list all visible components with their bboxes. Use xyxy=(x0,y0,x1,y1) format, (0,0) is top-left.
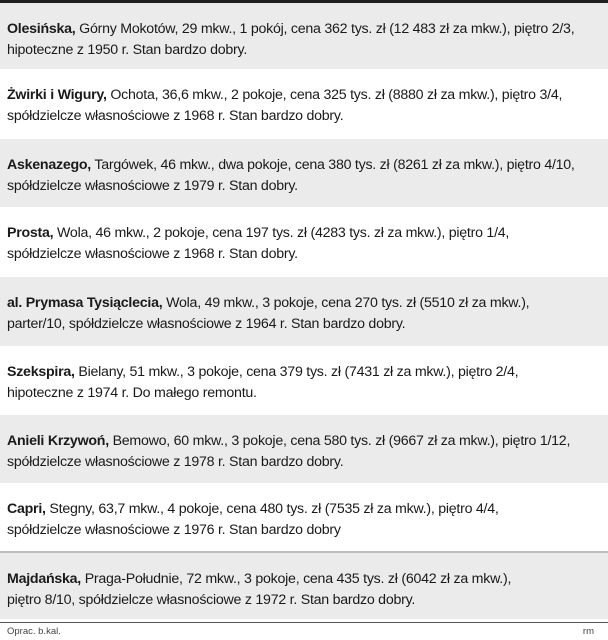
listing-line-1 xyxy=(7,569,608,590)
listing-line-2: spółdzielcze własnościowe z 1968 r. Stan bardzo dobry. xyxy=(7,108,344,124)
street-name: Capri, xyxy=(7,501,46,517)
street-name: Szekspira, xyxy=(7,364,75,380)
listing-line-2: spółdzielcze własnościowe z 1976 r. Stan bardzo dobry xyxy=(7,522,341,538)
listing-line-2: spółdzielcze własnościowe z 1979 r. Stan dobry. xyxy=(7,178,298,194)
listing-details: Wola, 49 mkw., 3 pokoje, cena 270 tys. zł (5510 zł za mkw.), xyxy=(162,295,530,311)
listing-line-1 xyxy=(7,19,608,40)
listing-details: Praga-Południe, 72 mkw., 3 pokoje, cena 435 tys. zł (6042 zł za mkw.), xyxy=(81,571,512,587)
street-name: Prosta, xyxy=(7,225,54,241)
street-name: Żwirki i Wigury, xyxy=(7,87,107,103)
street-name: Askenazego, xyxy=(7,157,91,173)
listing-line-2: spółdzielcze własnościowe z 1968 r. Stan dobry. xyxy=(7,246,298,262)
listing-details: Bielany, 51 mkw., 3 pokoje, cena 379 tys. zł (7431 zł za mkw.), piętro 2/4, xyxy=(74,364,519,380)
list-item xyxy=(0,415,608,483)
listing-details: Stegny, 63,7 mkw., 4 pokoje, cena 480 tys. zł (7535 zł za mkw.), piętro 4/4, xyxy=(45,501,499,517)
credit-text: Oprac. b.kal. xyxy=(7,626,61,637)
listing-line-1 xyxy=(7,499,608,520)
list-item xyxy=(0,346,608,415)
listing-details: Wola, 46 mkw., 2 pokoje, cena 197 tys. zł (4283 tys. zł za mkw.), piętro 1/4, xyxy=(53,225,510,241)
listing-line-1 xyxy=(7,223,608,244)
listing-line-2: spółdzielcze własnościowe z 1978 r. Stan bardzo dobry. xyxy=(7,454,344,470)
listing-line-2: parter/10, spółdzielcze własnościowe z 1964 r. Stan bardzo dobry. xyxy=(7,316,406,332)
listing-line-1 xyxy=(7,293,608,314)
listing-line-2: piętro 8/10, spółdzielcze własnościowe z 1972 r. Stan bardzo dobry. xyxy=(7,592,416,608)
street-name: Olesińska, xyxy=(7,21,76,37)
list-item xyxy=(0,3,608,69)
listing-line-2: hipoteczne z 1974 r. Do małego remontu. xyxy=(7,385,257,401)
listing-details: Ochota, 36,6 mkw., 2 pokoje, cena 325 tys. zł (8880 zł za mkw.), piętro 3/4, xyxy=(106,87,563,103)
listing-line-1 xyxy=(7,85,608,106)
street-name: Majdańska, xyxy=(7,571,81,587)
list-item xyxy=(0,139,608,207)
listing-line-1 xyxy=(7,362,608,383)
footer xyxy=(7,626,594,637)
street-name: al. Prymasa Tysiąclecia, xyxy=(7,295,163,311)
list-item xyxy=(0,277,608,346)
author-initials: rm xyxy=(582,626,594,637)
street-name: Anieli Krzywoń, xyxy=(7,433,109,449)
listing-details: Targówek, 46 mkw., dwa pokoje, cena 380 tys. zł (8261 zł za mkw.), piętro 4/10, xyxy=(90,157,575,173)
listing-list xyxy=(0,3,608,619)
listing-line-1 xyxy=(7,155,608,176)
listing-details: Bemowo, 60 mkw., 3 pokoje, cena 580 tys. zł (9667 zł za mkw.), piętro 1/12, xyxy=(108,433,571,449)
list-item xyxy=(0,483,608,553)
bottom-rule xyxy=(0,622,608,623)
list-item xyxy=(0,207,608,277)
listing-line-1 xyxy=(7,431,608,452)
list-item xyxy=(0,69,608,139)
listing-line-2: hipoteczne z 1950 r. Stan bardzo dobry. xyxy=(7,42,248,58)
list-item xyxy=(0,553,608,619)
listing-details: Górny Mokotów, 29 mkw., 1 pokój, cena 362 tys. zł (12 483 zł za mkw.), piętro 2/3, xyxy=(75,21,575,37)
